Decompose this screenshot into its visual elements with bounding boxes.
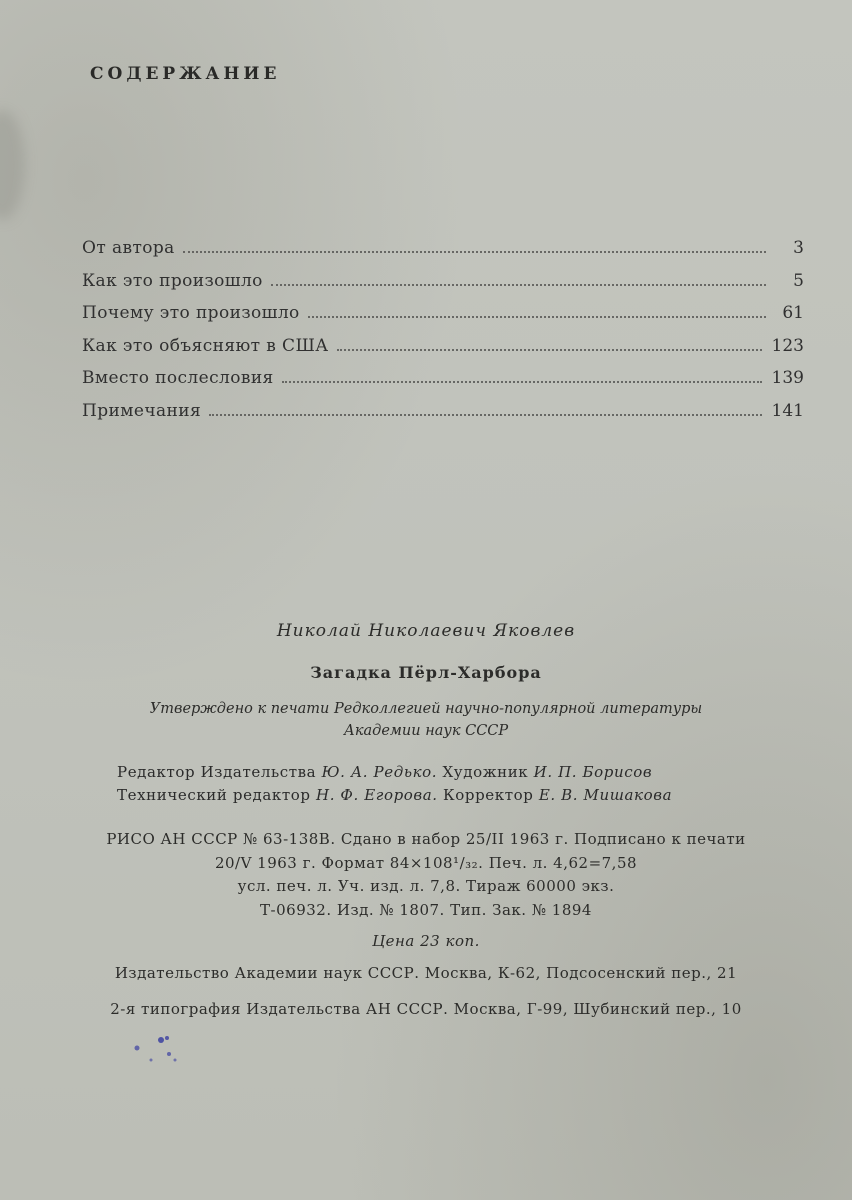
toc-entry [82,238,804,271]
toc-leader-dots [308,315,766,318]
toc-leader-dots [282,380,762,383]
toc-entry-title: Вместо послесловия [82,368,274,388]
printer-address: 2-я типография Издательства АН СССР. Москва, Г-99, Шубинский пер., 10 [110,1000,742,1018]
toc-entry-title: Примечания [82,400,202,421]
editor-label: Редактор Издательства [117,763,317,781]
tech-editor-name: Н. Ф. Егорова. [316,786,438,804]
toc-leader-dots [271,283,766,286]
toc-entry-title: Как это объясняют в США [82,335,329,356]
paper-stain [0,110,25,220]
author-name: Николай Николаевич Яковлев [276,621,576,641]
toc-entry [82,336,804,369]
editor-name: Ю. А. Редько. [321,763,438,781]
approval-line: Утверждено к печати Редколлегией научно-популярной литературы [149,701,703,717]
contents-heading: СОДЕРЖАНИЕ [90,64,281,84]
approval-note [0,698,852,742]
toc-entry [82,401,804,434]
imprint-line: РИСО АН СССР № 63-138В. Сдано в набор 25/II 1963 г. Подписано к печати [106,830,746,848]
toc-entry [82,271,804,304]
tech-editor-label: Технический редактор [117,786,311,804]
toc-leader-dots [183,250,766,253]
toc-entry-page: 5 [793,270,804,291]
approval-line: Академии наук СССР [343,723,509,739]
toc-entry [82,303,804,336]
artist-label: Художник [442,763,529,781]
toc-entry-title: От автора [82,238,175,258]
toc-entry-page: 141 [771,400,804,421]
proofreader-label: Корректор [443,786,534,804]
imprint-line: Т-06932. Изд. № 1807. Тип. Зак. № 1894 [260,900,592,919]
toc-entry [82,368,804,401]
price: Цена 23 коп. [372,932,480,950]
imprint-line: усл. печ. л. Уч. изд. л. 7,8. Тираж 60000 экз. [237,877,615,895]
table-of-contents [82,238,804,433]
toc-entry-title: Как это произошло [82,270,263,291]
artist-name: И. П. Борисов [533,763,653,781]
toc-entry-page: 3 [793,238,804,258]
book-title: Загадка Пёрл-Харбора [310,663,542,682]
publisher-address: Издательство Академии наук СССР. Москва, К-62, Подсосенский пер., 21 [114,964,738,982]
credits-line-tech-proof [117,786,672,804]
toc-entry-page: 123 [771,335,804,356]
ink-stamp-spots [125,1030,185,1070]
toc-leader-dots [337,348,762,351]
proofreader-name: Е. В. Мишакова [538,786,673,804]
toc-entry-page: 139 [771,368,804,388]
imprint-details [0,828,852,922]
toc-entry-title: Почему это произошло [82,303,300,323]
toc-entry-page: 61 [782,303,804,323]
imprint-line: 20/V 1963 г. Формат 84×108¹/₃₂. Печ. л. 4,62=7,58 [214,853,638,872]
toc-leader-dots [209,413,761,416]
credits-line-editor-artist [117,763,652,781]
